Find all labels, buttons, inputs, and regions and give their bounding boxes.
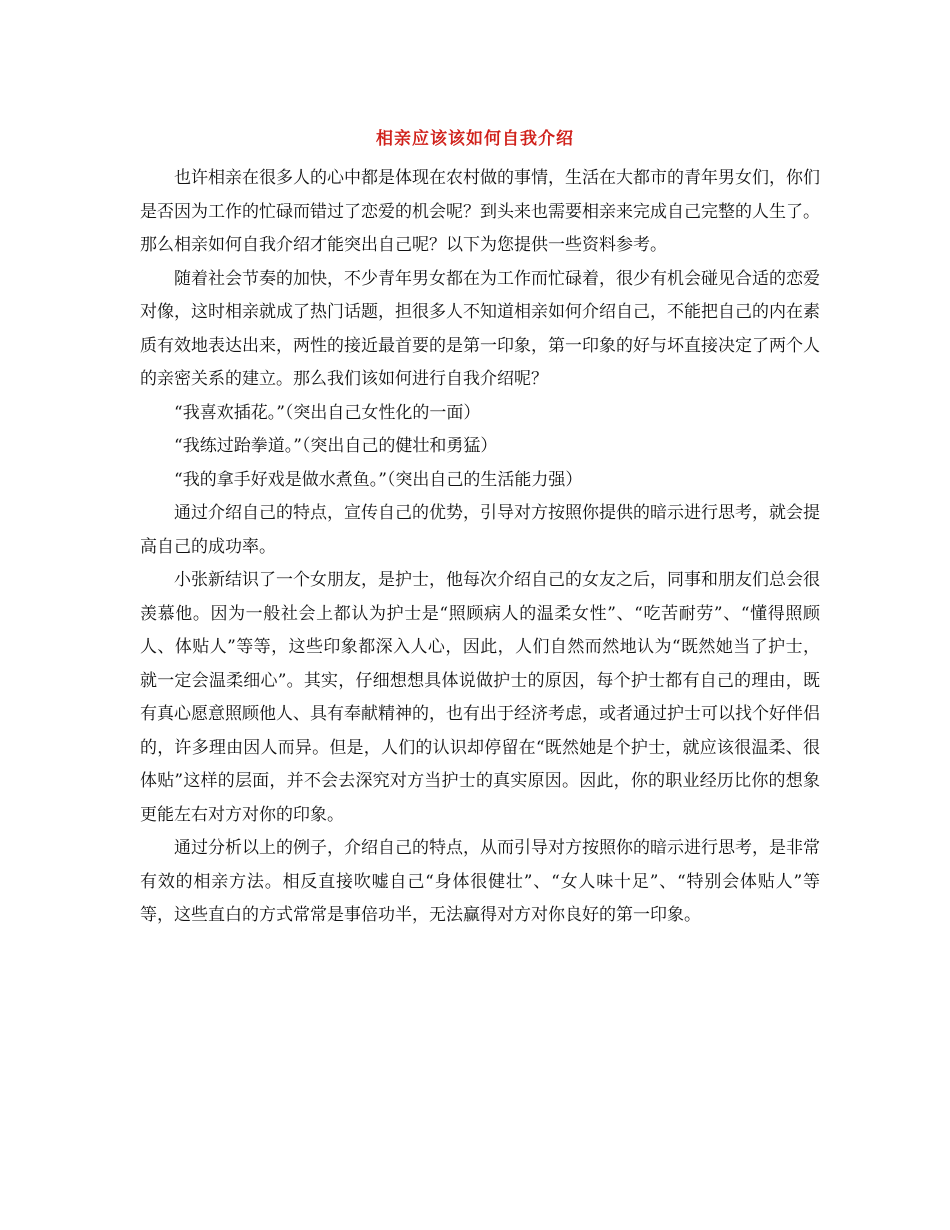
paragraph-summary: 通过介绍自己的特点，宣传自己的优势，引导对方按照你提供的暗示进行思考，就会提高自己的成功率。 [140,503,820,557]
document-title: 相亲应该该如何自我介绍 [376,129,574,149]
paragraph-nurse-story: 小张新结识了一个女朋友，是护士，他每次介绍自己的女友之后，同事和朋友们总会很羡慕他。因为一般社会上都认为护士是“照顾病人的温柔女性”、“吃苦耐劳”、“懂得照顾人、体贴人”等等，这些印象都深入人心，因此，人们自然而然地认为“既然她当了护士，就一定会温柔细心”。其实，仔细想想具体说做护士的原因，每个护士都有自己的理由，既有真心愿意照顾他人、具有奉献精神的，也有出于经济考虑，或者通过护士可以找个好伴侣的，许多理由因人而异。但是，人们的认识却停留在“既然她是个护士，就应该很温柔、很体贴”这样的层面，并不会去深究对方当护士的真实原因。因此，你的职业经历比你的想象更能左右对方对你的印象。 [140,570,820,825]
example-quote-fish: “我的拿手好戏是做水煮鱼。”（突出自己的生活能力强） [174,469,583,490]
paragraph-conclusion: 通过分析以上的例子，介绍自己的特点，从而引导对方按照你的暗示进行思考，是非常有效的相亲方法。相反直接吹嘘自己“身体很健壮”、“女人味十足”、“特别会体贴人”等等，这些直白的方式常常是事倍功半，无法赢得对方对你良好的第一印象。 [140,838,820,925]
document-body [140,162,820,933]
example-quote-flower: “我喜欢插花。”（突出自己女性化的一面） [174,402,481,423]
example-quote-taekwondo: “我练过跆拳道。”（突出自己的健壮和勇猛） [174,436,498,456]
paragraph-background: 随着社会节奏的加快，不少青年男女都在为工作而忙碌着，很少有机会碰见合适的恋爱对像，这时相亲就成了热门话题，担很多人不知道相亲如何介绍自己，不能把自己的内在素质有效地表达出来，两性的接近最首要的是第一印象，第一印象的好与坏直接决定了两个人的亲密关系的建立。那么我们该如何进行自我介绍呢？ [140,268,820,389]
paragraph-intro: 也许相亲在很多人的心中都是体现在农村做的事情，生活在大都市的青年男女们，你们是否因为工作的忙碌而错过了恋爱的机会呢？到头来也需要相亲来完成自己完整的人生了。那么相亲如何自我介绍才能突出自己呢？以下为您提供一些资料参考。 [140,168,820,255]
